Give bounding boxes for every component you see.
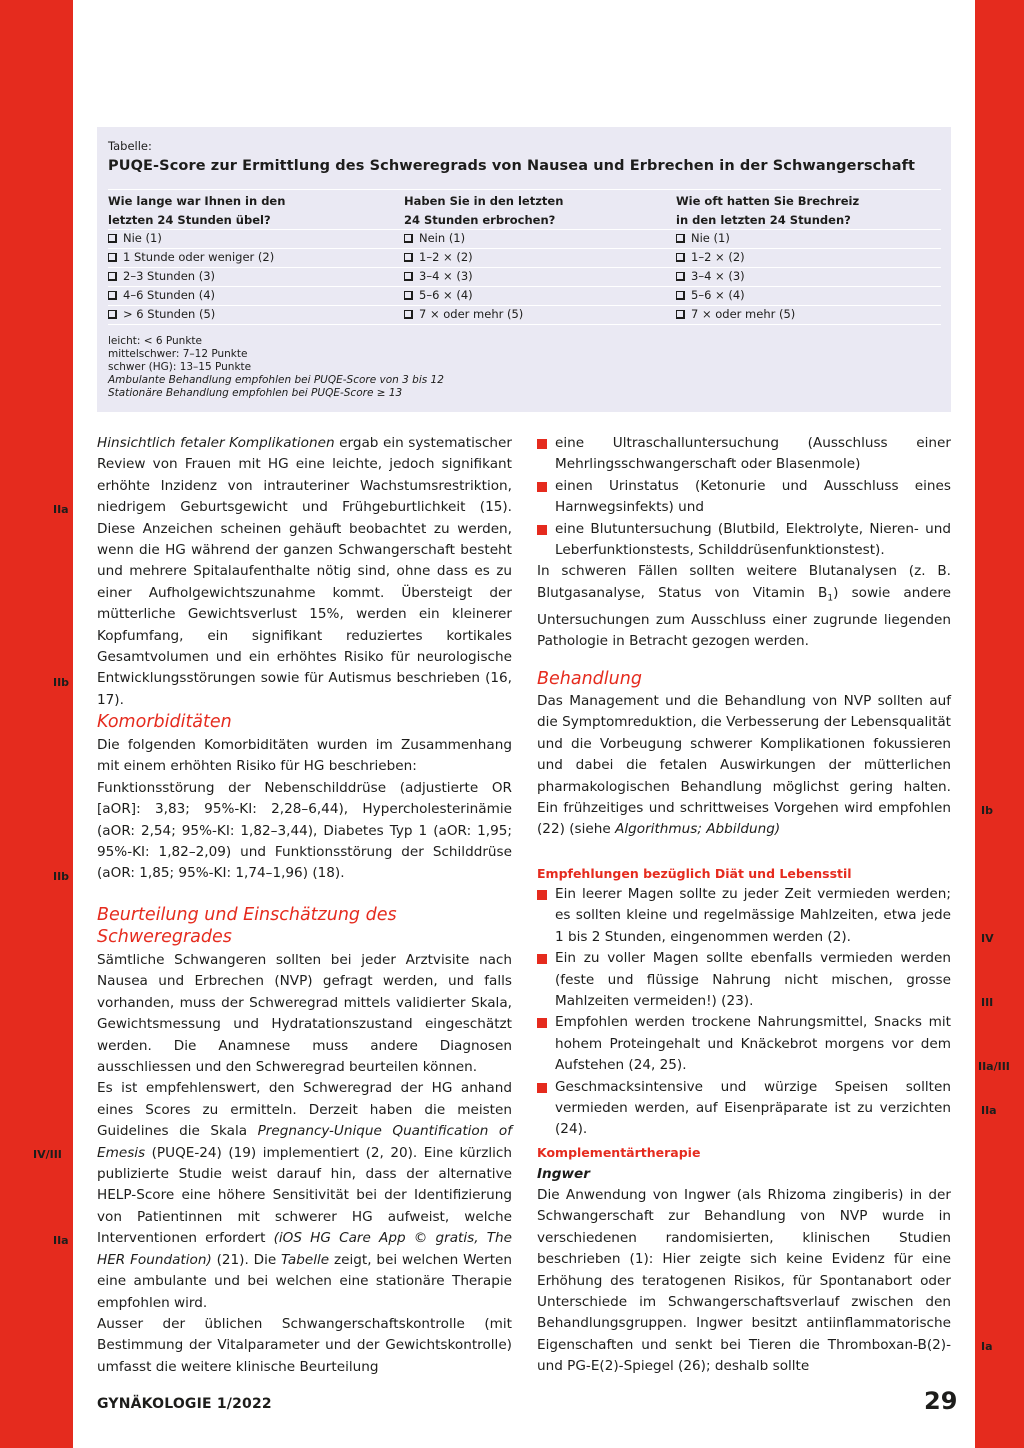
evidence-level-right: Ib (981, 804, 993, 817)
column-header-3: Wie oft hatten Sie Brechreiz in den letzten 24 Stunden? (676, 194, 860, 227)
evidence-level-left: IV/III (33, 1148, 62, 1161)
table-divider (108, 324, 941, 325)
heading-behandlung: Behandlung (537, 669, 642, 689)
checkbox-option: 1 Stunde oder weniger (2) (108, 250, 274, 264)
checkbox-option: 7 × oder mehr (5) (404, 307, 523, 321)
evidence-level-right: IV (981, 932, 994, 945)
evidence-level-right: III (981, 996, 994, 1009)
checkbox-option: 7 × oder mehr (5) (676, 307, 795, 321)
table-title: PUQE-Score zur Ermittlung des Schweregrads von Nausea und Erbrechen in der Schwangerschaft (108, 158, 916, 174)
checkbox-option: > 6 Stunden (5) (108, 307, 215, 321)
paragraph-ingwer: Die Anwendung von Ingwer (als Rhizoma zingiberis) in der Schwangerschaft zur Behandlung von NVP wurde in verschiedenen randomisierten, klinischen Studien beschrieben (1): Hier zeigte sich keine Evidenz für eine Erhöhung des teratogenen Risikos, für Spontanabort oder Unterschiede im Schwangerschaftsverlauf zwischen den Behandlungsgruppen. Ingwer besitzt antiinflammatorische Eigenschaften und senkt bei Tieren die Thromboxan-B(2)- und PG-E(2)-Spiegel (26); deshalb sollte (537, 1187, 951, 1375)
right-column-block-1: eine Ultraschalluntersuchung (Ausschluss einer Mehrlingsschwangerschaft oder Blasenmole) einen Urinstatus (Ketonurie und Ausschluss eines Harnwegsinfekts) und eine Blutuntersuchung (Blutbild, Elektrolyte, Nieren- und Leberfunktionstests, Schilddrüsenfunktionstest). In schweren Fällen sollten weitere Blutanalysen (z. B. Blutgasanalyse, Status von Vitamin $B_1$) sowie andere Untersuchungen zum Ausschluss einer zugrunde liegenden Pathologie in Betracht gezogen werden. (537, 435, 951, 650)
table-caption: Tabelle: (108, 139, 152, 153)
paragraph-fetal-complications: Hinsichtlich fetaler Komplikationen ergab ein systematischer Review von Frauen mit HG eine leichte, jedoch signifikant erhöhte Inzidenz von intrauteriner Wachstumsrestriktion, niedrigem Geburtsgewicht und Frühgeburtlichkeit (15). Diese Anzeichen scheinen gehäuft beobachtet zu werden, wenn die HG während der ganzen Schwangerschaft besteht und mehrere Spitalaufenthalte nötig sind, ohne dass es zu einer Aufholgewichtszunahme kommt. Übersteigt der mütterliche Gewichtsverlust 15%, werden ein kleinerer Kopfumfang, ein signifikant reduziertes kortikales Gesamtvolumen und ein erhöhtes Risiko für neurologische Entwicklungsstörungen sowie für Autismus beschrieben (16, 17). (97, 435, 512, 708)
checkbox-option: 2–3 Stunden (3) (108, 269, 215, 283)
bullet-item: Ein zu voller Magen sollte ebenfalls vermieden werden (feste und flüssige Nahrung nicht mischen, grosse Mahlzeiten vermeiden!) (23). (537, 948, 951, 1012)
checkbox-icon (108, 291, 117, 300)
checkbox-icon (108, 310, 117, 319)
checkbox-option: 3–4 × (3) (676, 269, 745, 283)
checkbox-icon (404, 253, 413, 262)
column-header-2: Haben Sie in den letzten 24 Stunden erbrochen? (404, 194, 564, 227)
table-divider (108, 305, 941, 306)
checkbox-option: Nie (1) (108, 231, 162, 245)
checkbox-icon (108, 253, 117, 262)
checkbox-option: 3–4 × (3) (404, 269, 473, 283)
page-number: 29 (924, 1387, 958, 1415)
bullet-item: Geschmacksintensive und würzige Speisen sollten vermieden werden, auf Eisenpräparate ist zu verzichten (24). (537, 1077, 951, 1141)
checkbox-icon (676, 253, 685, 262)
table-notes: leicht: < 6 Punkte mittelschwer: 7–12 Punkte schwer (HG): 13–15 Punkte Ambulante Behandlung empfohlen bei PUQE-Score von 3 bis 12 Stationäre Behandlung empfohlen bei PUQE-Score ≥ 13 (108, 335, 444, 399)
bullet-item: einen Urinstatus (Ketonurie und Ausschluss eines Harnwegsinfekts) und (537, 476, 951, 519)
bullet-item: eine Ultraschalluntersuchung (Ausschluss einer Mehrlingsschwangerschaft oder Blasenmole) (537, 433, 951, 476)
checkbox-option: 5–6 × (4) (404, 288, 473, 302)
evidence-level-right: IIa (981, 1104, 997, 1117)
left-color-bar (0, 0, 73, 1448)
evidence-level-left: IIb (53, 676, 70, 689)
heading-komplementaertherapie: Komplementärtherapie (537, 1145, 701, 1160)
evidence-level-left: IIa (53, 503, 69, 516)
paragraph-beurteilung: Sämtliche Schwangeren sollten bei jeder Arztvisite nach Nausea und Erbrechen (NVP) gefragt werden, und falls vorhanden, muss der Schweregrad mittels validierter Skala, Gewichtsmessung und Hydratationszustand eingeschätzt werden. Die Anamnese muss andere Diagnosen ausschliessen und den Schweregrad beurteilen können. Es ist empfehlenswert, den Schweregrad der HG anhand eines Scores zu ermitteln. Derzeit haben die meisten Guidelines die Skala Pregnancy-Unique Quantification of Emesis (PUQE-24) (19) implementiert (2, 20). Eine kürzlich publizierte Studie weist darauf hin, dass der alternative HELP-Score eine höhere Sensitivität bei der Identifizierung von Patientinnen mit schwerer HG aufweist, welche Interventionen erfordert (iOS HG Care App © gratis, The HER Foundation) (21). Die Tabelle zeigt, bei welchen Werten eine ambulante und bei welchen eine stationäre Therapie empfohlen wird. Ausser der üblichen Schwangerschaftskontrolle (mit Bestimmung der Vitalparameter und der Gewichtskontrolle) umfasst die weitere klinische Beurteilung (97, 952, 513, 1375)
paragraph-komorbiditaeten: Die folgenden Komorbiditäten wurden im Zusammenhang mit einem erhöhten Risiko für HG beschrieben: Funktionsstörung der Nebenschilddrüse (adjustierte OR [aOR]: 3,83; 95%-KI: 2,28–6,44), Hypercholesterinämie (aOR: 2,54; 95%-KI: 1,82–3,44), Diabetes Typ 1 (aOR: 1,95; 95%-KI: 1,82–2,09) und Funktionsstörung der Schilddrüse (aOR: 1,85; 95%-KI: 1,74–1,96) (18). (97, 737, 512, 882)
journal-footer: GYNÄKOLOGIE 1/2022 (97, 1396, 272, 1412)
checkbox-option: 1–2 × (2) (404, 250, 473, 264)
checkbox-option: Nie (1) (676, 231, 730, 245)
checkbox-icon (676, 291, 685, 300)
checkbox-icon (676, 272, 685, 281)
right-color-bar (975, 0, 1024, 1448)
column-header-1: Wie lange war Ihnen in den letzten 24 Stunden übel? (108, 194, 286, 227)
heading-komorbiditaeten: Komorbiditäten (97, 712, 232, 732)
bullet-item: eine Blutuntersuchung (Blutbild, Elektrolyte, Nieren- und Leberfunktionstests, Schilddrüsenfunktionstest). (537, 519, 951, 562)
evidence-level-left: IIa (53, 1234, 69, 1247)
checkbox-icon (404, 310, 413, 319)
table-divider (108, 248, 941, 249)
checkbox-icon (404, 272, 413, 281)
checkbox-icon (676, 234, 685, 243)
table-divider (108, 229, 941, 230)
bullet-item: Empfohlen werden trockene Nahrungsmittel, Snacks mit hohem Proteingehalt und Knäckebrot morgens vor dem Aufstehen (24, 25). (537, 1012, 951, 1076)
table-divider (108, 189, 941, 190)
bullet-item: Ein leerer Magen sollte zu jeder Zeit vermieden werden; es sollten kleine und regelmässige Mahlzeiten, etwa jede 1 bis 2 Stunden, eingenommen werden (2). (537, 884, 951, 948)
checkbox-icon (404, 234, 413, 243)
checkbox-option: 4–6 Stunden (4) (108, 288, 215, 302)
checkbox-option: 1–2 × (2) (676, 250, 745, 264)
checkbox-option: Nein (1) (404, 231, 465, 245)
evidence-level-left: IIb (53, 870, 70, 883)
table-divider (108, 286, 941, 287)
checkbox-option: 5–6 × (4) (676, 288, 745, 302)
paragraph-behandlung: Das Management und die Behandlung von NVP sollten auf die Symptomreduktion, die Verbesserung der Lebensqualität und die Vorbeugung schwerer Komplikationen fokussieren und dabei die fetalen Auswirkungen der mütterlichen pharmakologischen Behandlung möglichst gering halten. Ein frühzeitiges und schrittweises Vorgehen wird empfohlen (22) (siehe Algorithmus; Abbildung) (537, 693, 951, 838)
evidence-level-right: IIa/III (978, 1060, 1010, 1073)
puqe-table (97, 127, 951, 412)
subheading-ingwer: Ingwer (537, 1166, 590, 1182)
diet-recommendations-list (537, 884, 951, 1141)
evidence-level-right: Ia (981, 1340, 993, 1353)
table-divider (108, 267, 941, 268)
checkbox-icon (676, 310, 685, 319)
checkbox-icon (108, 234, 117, 243)
heading-beurteilung: Beurteilung und Einschätzung des Schweregrades (97, 905, 397, 947)
checkbox-icon (108, 272, 117, 281)
heading-empfehlungen: Empfehlungen bezüglich Diät und Lebensstil (537, 866, 852, 881)
checkbox-icon (404, 291, 413, 300)
